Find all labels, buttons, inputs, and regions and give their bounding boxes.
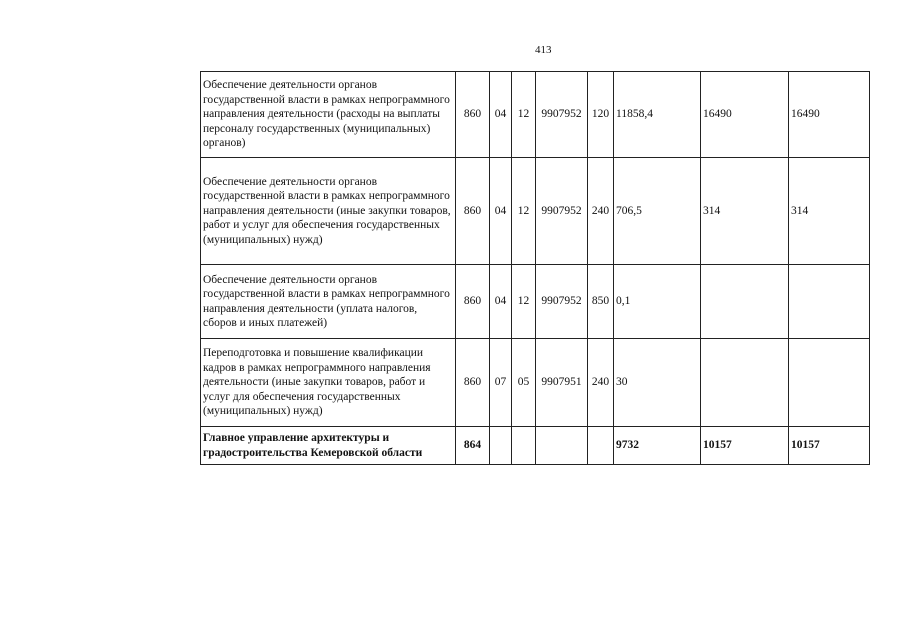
pr-cell: 12 [512,72,536,158]
vr-cell: 240 [588,158,614,265]
table-row [201,265,870,339]
pr-cell: 12 [512,265,536,339]
sum2-cell: 10157 [701,427,789,465]
sum1-cell: 11858,4 [614,72,701,158]
pr-cell: 12 [512,158,536,265]
row-description: Обеспечение деятельности органов государственной власти в рамках непрограммного направления деятельности (уплата налогов, сборов и иных платежей) [201,265,456,339]
page-number: 413 [535,44,552,56]
sum1-cell: 0,1 [614,265,701,339]
csr-cell: 9907952 [536,265,588,339]
table-row [201,72,870,158]
sum1-cell: 9732 [614,427,701,465]
vr-cell: 240 [588,339,614,427]
vr-cell: 850 [588,265,614,339]
row-description: Переподготовка и повышение квалификации кадров в рамках непрограммного направления деятельности (иные закупки товаров, работ и услуг для обеспечения государственных (муниципальных) нужд) [201,339,456,427]
rz-cell: 04 [490,72,512,158]
sum3-cell: 10157 [789,427,870,465]
vr-cell: 120 [588,72,614,158]
ved-cell: 864 [456,427,490,465]
row-description: Обеспечение деятельности органов государственной власти в рамках непрограммного направления деятельности (иные закупки товаров, работ и услуг для обеспечения государственных (муниципальных) нужд) [201,158,456,265]
table-row [201,158,870,265]
sum3-cell: 16490 [789,72,870,158]
row-description: Главное управление архитектуры и градостроительства Кемеровской области [201,427,456,465]
sum3-cell [789,339,870,427]
sum1-cell: 706,5 [614,158,701,265]
table-row [201,339,870,427]
rz-cell: 04 [490,265,512,339]
ved-cell: 860 [456,265,490,339]
sum1-cell: 30 [614,339,701,427]
row-description: Обеспечение деятельности органов государственной власти в рамках непрограммного направления деятельности (расходы на выплаты персоналу государственных (муниципальных) органов) [201,72,456,158]
table-row-total [201,427,870,465]
sum2-cell [701,339,789,427]
sum2-cell: 16490 [701,72,789,158]
csr-cell: 9907952 [536,158,588,265]
pr-cell: 05 [512,339,536,427]
ved-cell: 860 [456,72,490,158]
sum3-cell [789,265,870,339]
sum2-cell: 314 [701,158,789,265]
ved-cell: 860 [456,158,490,265]
sum2-cell [701,265,789,339]
csr-cell: 9907951 [536,339,588,427]
rz-cell [490,427,512,465]
vr-cell [588,427,614,465]
rz-cell: 07 [490,339,512,427]
rz-cell: 04 [490,158,512,265]
pr-cell [512,427,536,465]
ved-cell: 860 [456,339,490,427]
budget-table [200,71,870,465]
sum3-cell: 314 [789,158,870,265]
csr-cell [536,427,588,465]
csr-cell: 9907952 [536,72,588,158]
